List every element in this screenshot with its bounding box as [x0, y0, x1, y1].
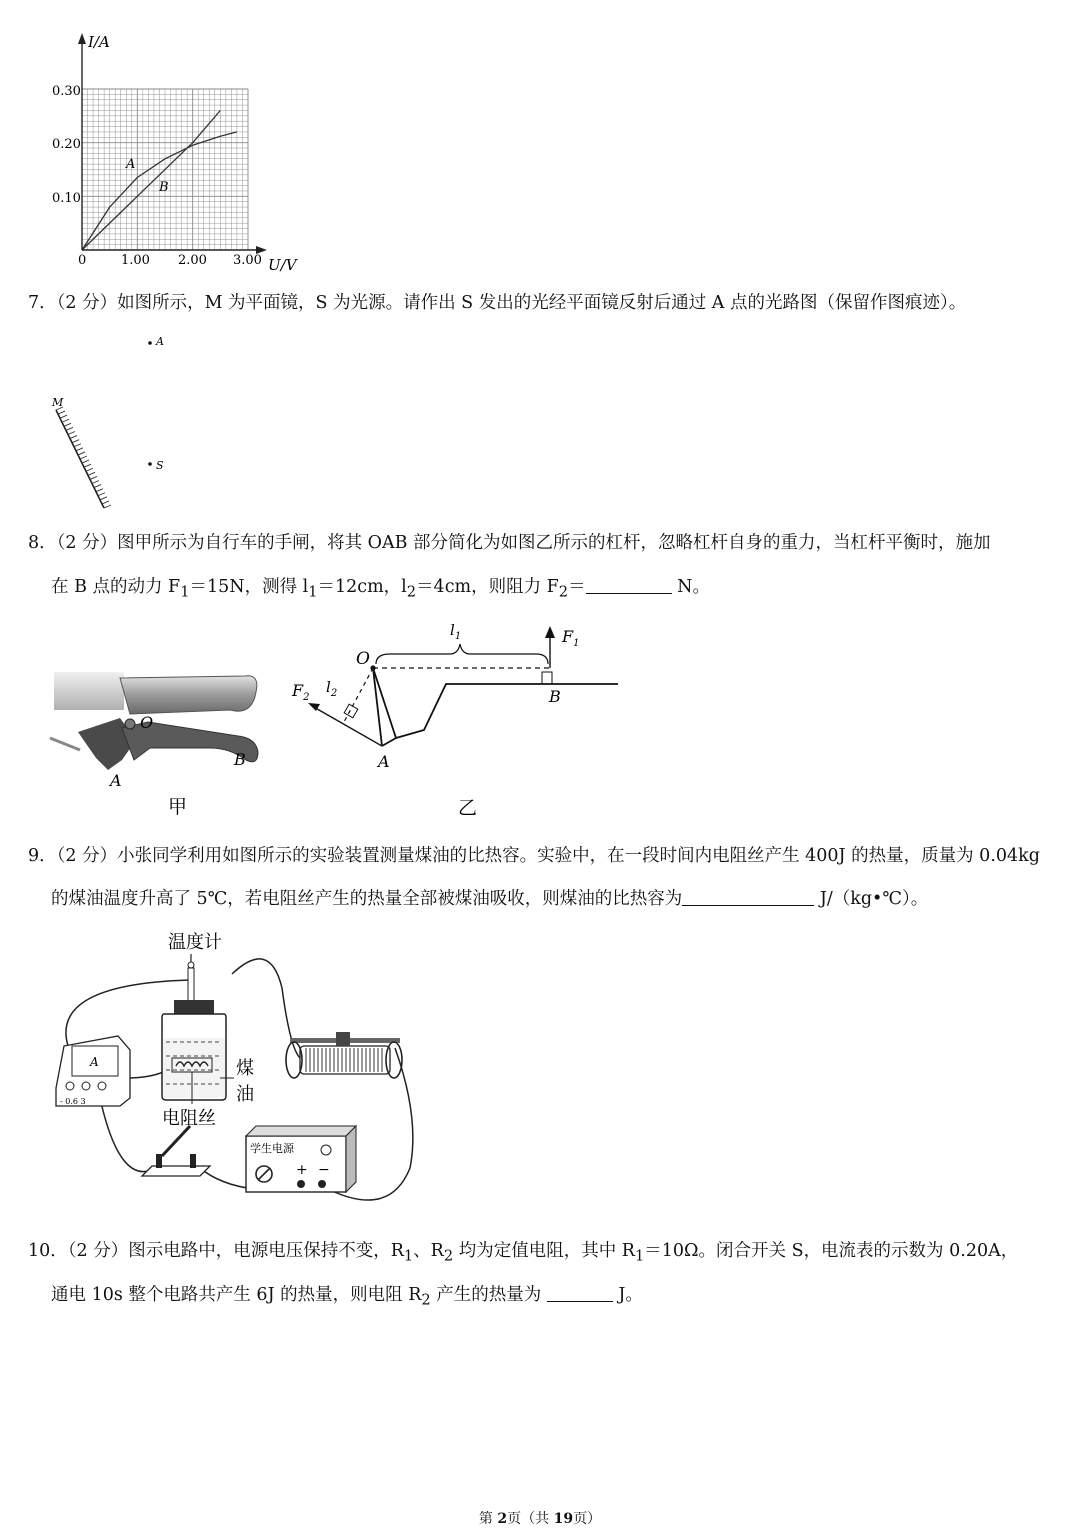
y-tick-label: 0.10 — [52, 191, 81, 206]
question-8-line-1: 8．（2 分）图甲所示为自行车的手闸，将其 OAB 部分简化为如图乙所示的杠杆，忽略杠杆自身的重力，当杠杆平衡时，施加 — [28, 533, 991, 553]
power-terminal-minus — [318, 1180, 326, 1188]
curve-b-label: B — [159, 180, 169, 195]
answer-blank-f2[interactable] — [586, 575, 672, 594]
switch-base — [142, 1166, 210, 1176]
f2-letter: F — [292, 681, 304, 700]
power-minus: − — [318, 1162, 330, 1178]
q8-text: N。 — [671, 577, 710, 597]
force-f2 — [312, 706, 382, 746]
q9-text: J/（kg•℃）。 — [814, 889, 929, 909]
hatch-line — [88, 472, 95, 475]
rheostat-slider — [336, 1032, 350, 1046]
point-s-label: S — [156, 459, 164, 472]
q10-sub: 1 — [634, 1247, 645, 1265]
ammeter-scale: - 0.6 3 — [60, 1097, 86, 1106]
x-tick-label: 1.00 — [121, 253, 150, 268]
brace-l1 — [376, 644, 548, 664]
hatch-line — [74, 444, 81, 447]
jar-stopper — [174, 1000, 214, 1014]
q8-text: ＝ — [568, 577, 586, 597]
footer-text: 第 — [478, 1511, 498, 1527]
footer-page-number: 2 — [497, 1511, 508, 1527]
label-o-photo: O — [140, 713, 154, 732]
hatch-line — [68, 432, 75, 435]
wire — [100, 1098, 156, 1172]
hatch-line — [104, 505, 111, 508]
x-tick-label: 2.00 — [178, 253, 207, 268]
answer-blank-r2-heat[interactable] — [547, 1283, 613, 1302]
page-footer — [0, 1508, 1080, 1528]
brake-cable — [50, 738, 80, 750]
q8-text: 在 B 点的动力 F — [51, 577, 181, 597]
pivot-o — [125, 719, 135, 729]
force-line-dashed — [344, 668, 373, 722]
l1-sub: 1 — [454, 631, 462, 642]
ammeter-terminal — [98, 1082, 106, 1090]
experiment-apparatus — [50, 928, 420, 1218]
power-terminal-plus — [297, 1180, 305, 1188]
question-10-line-2 — [51, 1283, 643, 1312]
q10-text: 通电 10s 整个电路共产生 6J 的热量，则电阻 R — [51, 1285, 422, 1305]
mirror-label: M — [52, 396, 64, 409]
q8-sub: 2 — [558, 583, 569, 601]
hatch-line — [60, 415, 67, 418]
footer-text: 页） — [573, 1511, 602, 1527]
lever-lower-edge — [382, 738, 396, 746]
label-resistor: 电阻丝 — [162, 1108, 216, 1129]
f2-sub: 2 — [303, 692, 310, 703]
force-f1-arrow — [545, 626, 555, 638]
label-o: O — [356, 649, 370, 669]
hatch-line — [102, 501, 109, 504]
l2-sub: 2 — [330, 688, 338, 699]
question-8-line-2 — [51, 575, 710, 604]
hatch-line — [62, 419, 69, 422]
curve-a-label: A — [126, 157, 136, 172]
caption-yi: 乙 — [458, 797, 478, 819]
switch-post — [190, 1154, 196, 1168]
label-b: B — [549, 687, 561, 706]
label-f1 — [561, 627, 579, 649]
y-axis-label: I/A — [88, 33, 110, 51]
power-supply-label: 学生电源 — [250, 1142, 294, 1155]
q9-text: 的煤油温度升高了 5℃，若电阻丝产生的热量全部被煤油吸收，则煤油的比热容为 — [51, 889, 683, 909]
y-tick-label: 0.20 — [52, 137, 81, 152]
right-angle-marker-a — [344, 704, 358, 718]
hatch-line — [64, 423, 71, 426]
hatch-line — [66, 427, 73, 430]
hatch-line — [72, 440, 79, 443]
mirror-diagram — [40, 330, 220, 520]
q10-text: ＝10Ω。闭合开关 S，电流表的示数为 0.20A， — [644, 1241, 1019, 1261]
q10-sub: 2 — [421, 1291, 431, 1309]
hatch-line — [76, 448, 83, 451]
hatch-line — [80, 456, 87, 459]
hatch-line — [98, 493, 105, 496]
answer-blank-specific-heat[interactable] — [682, 887, 814, 906]
brake-lever-photo — [50, 620, 300, 820]
f1-letter: F — [562, 627, 574, 646]
hatch-line — [100, 497, 107, 500]
q10-text: J。 — [612, 1285, 643, 1305]
lever-diagram — [286, 610, 626, 820]
l2-letter: l — [326, 678, 331, 696]
x-tick-label: 3.00 — [233, 253, 262, 268]
pivot-o-dot — [370, 665, 375, 670]
wire — [232, 959, 300, 1058]
footer-total-pages: 19 — [553, 1511, 574, 1527]
power-supply-side — [346, 1126, 356, 1192]
q8-sub: 1 — [308, 583, 318, 601]
hatch-line — [92, 481, 99, 484]
q10-sub: 2 — [443, 1247, 454, 1265]
label-kerosene-1: 煤 — [236, 1058, 254, 1079]
hatch-line — [58, 411, 65, 414]
hatch-line — [90, 476, 97, 479]
hatch-line — [78, 452, 85, 455]
grip — [120, 676, 257, 714]
switch-blade — [162, 1126, 190, 1156]
ammeter-symbol: A — [90, 1055, 99, 1069]
y-axis-arrow — [78, 33, 86, 44]
q10-text: 10．（2 分）图示电路中，电源电压保持不变，R — [28, 1241, 404, 1261]
q10-text: 产生的热量为 — [430, 1285, 547, 1305]
ammeter-terminal — [66, 1082, 74, 1090]
q10-sub: 1 — [403, 1247, 414, 1265]
footer-text: 页（共 — [507, 1511, 554, 1527]
label-a: A — [378, 752, 390, 771]
point-a-dot — [148, 341, 152, 345]
f1-sub: 1 — [573, 638, 580, 649]
ammeter-terminal — [82, 1082, 90, 1090]
question-9-line-1: 9．（2 分）小张同学利用如图所示的实验装置测量煤油的比热容。实验中，在一段时间内电阻丝产生 400J 的热量，质量为 0.04kg — [28, 846, 1040, 866]
q8-text: ＝15N，测得 l — [189, 577, 309, 597]
q8-sub: 2 — [406, 583, 417, 601]
hatch-line — [70, 436, 77, 439]
label-a-photo: A — [110, 771, 122, 790]
point-a-label: A — [156, 335, 164, 348]
question-7-text: 7．（2 分）如图所示，M 为平面镜，S 为光源。请作出 S 发出的光经平面镜反射后通过 A 点的光路图（保留作图痕迹）。 — [28, 293, 967, 313]
lever-body — [373, 668, 618, 738]
q10-text: 、R — [413, 1241, 444, 1261]
q8-sub: 1 — [180, 583, 190, 601]
point-s-dot — [148, 462, 152, 466]
q10-text: 均为定值电阻，其中 R — [453, 1241, 635, 1261]
label-f2 — [291, 681, 309, 703]
question-9-line-2 — [51, 887, 928, 910]
mirror-hatching — [56, 407, 111, 508]
y-tick-label: 0.30 — [52, 84, 81, 99]
x-axis-label: U/V — [268, 256, 297, 274]
q8-text: ＝12cm，l — [317, 577, 407, 597]
hatch-line — [86, 468, 93, 471]
hatch-line — [94, 485, 101, 488]
label-l1 — [450, 621, 461, 642]
l1-letter: l — [450, 621, 455, 639]
switch-post — [156, 1154, 162, 1168]
question-10-line-1 — [28, 1240, 1018, 1268]
label-kerosene-2: 油 — [236, 1084, 254, 1105]
right-angle-marker-b — [542, 672, 552, 684]
handlebar — [54, 672, 124, 710]
x-tick-label: 0 — [78, 253, 87, 268]
label-thermometer: 温度计 — [168, 932, 222, 953]
label-b-photo: B — [234, 750, 246, 769]
hatch-line — [84, 464, 91, 467]
label-l2 — [326, 678, 337, 699]
caption-jia: 甲 — [168, 796, 188, 818]
iu-graph — [0, 0, 300, 280]
power-supply-top — [246, 1126, 356, 1136]
q8-text: ＝4cm，则阻力 F — [416, 577, 559, 597]
hatch-line — [96, 489, 103, 492]
hatch-line — [82, 460, 89, 463]
power-plus: + — [296, 1162, 308, 1178]
power-knob — [321, 1145, 331, 1155]
thermometer-top — [188, 962, 194, 968]
